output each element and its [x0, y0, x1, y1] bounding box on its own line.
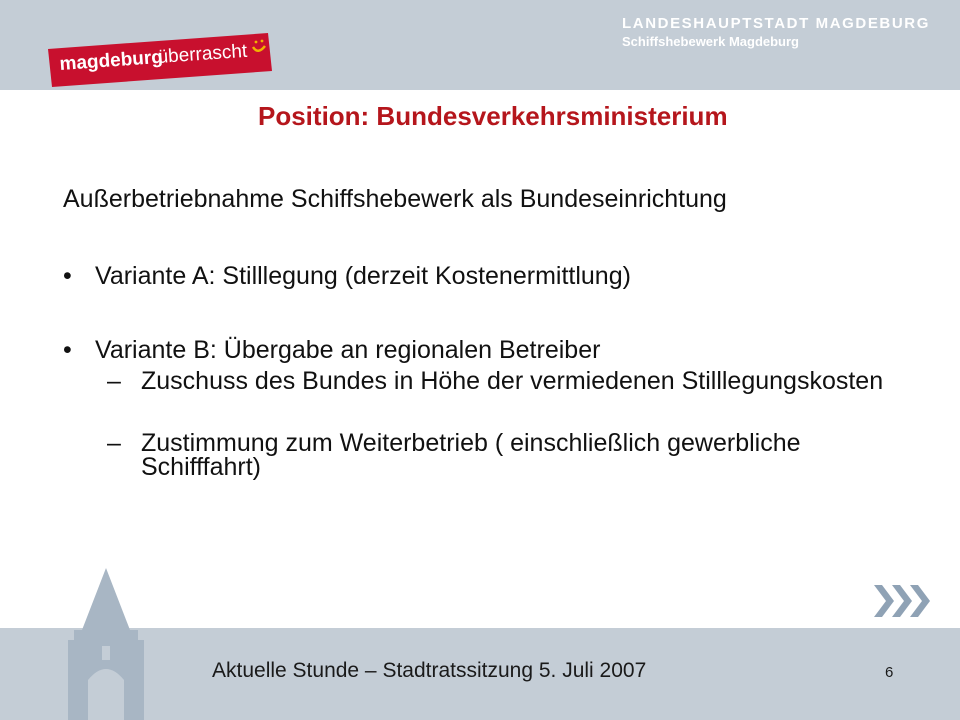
bullet-text: Variante B: Übergabe an regionalen Betreiber	[95, 336, 601, 364]
footer-text: Aktuelle Stunde – Stadtratssitzung 5. Juli 2007	[212, 659, 647, 682]
tower-decoration-icon	[58, 568, 154, 720]
slide-title: Position: Bundesverkehrsministerium	[258, 101, 728, 131]
magdeburg-logo	[46, 27, 274, 89]
city-subtitle: Schiffshebewerk Magdeburg	[622, 34, 799, 49]
subitem-zustimmung	[63, 431, 943, 479]
subitem-text: Zuschuss des Bundes in Höhe der vermiedenen Stilllegungskosten	[141, 367, 884, 395]
subitem-marker: –	[107, 429, 121, 457]
header-city	[622, 14, 930, 50]
city-name: LANDESHAUPTSTADT MAGDEBURG	[622, 15, 930, 32]
bullet-marker: •	[63, 336, 72, 364]
page-number: 6	[885, 664, 894, 681]
bullet-text: Variante A: Stilllegung (derzeit Kostenermittlung)	[95, 262, 631, 290]
chevrons-icon	[872, 583, 934, 619]
bullet-marker: •	[63, 262, 72, 290]
intro-text: Außerbetriebnahme Schiffshebewerk als Bundeseinrichtung	[63, 185, 727, 213]
logo-text-light: überrascht	[156, 40, 248, 68]
bullet-variant-a	[63, 261, 943, 291]
subitem-zuschuss	[63, 369, 943, 417]
subitem-marker: –	[107, 367, 121, 395]
logo-text-bold: magdeburg	[58, 46, 164, 75]
logo-graphic	[46, 27, 274, 89]
bullet-variant-b	[63, 335, 943, 365]
subitem-text: Zustimmung zum Weiterbetrieb ( einschließlich gewerbliche Schifffahrt)	[141, 429, 801, 481]
slide-body	[63, 184, 943, 479]
